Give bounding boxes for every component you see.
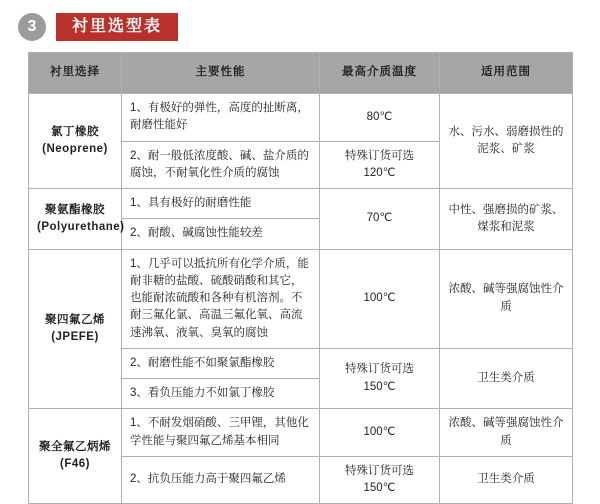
performance-cell: 1、不耐发烟硝酸、三甲锂，其他化学性能与聚四氟乙烯基本相同: [122, 409, 320, 457]
table-row: [29, 189, 573, 219]
max-temperature-cell: 100℃: [320, 249, 440, 348]
section-number-badge: 3: [18, 13, 46, 41]
table-body: [29, 94, 573, 504]
column-header-lining: 衬里选择: [29, 53, 122, 94]
performance-cell: 1、具有极好的耐磨性能: [122, 189, 320, 219]
max-temperature-cell: 100℃: [320, 409, 440, 457]
table-row: [29, 249, 573, 348]
application-scope-cell: 浓酸、碱等强腐蚀性介质: [440, 409, 573, 457]
max-temperature-cell: 特殊订货可选 150℃: [320, 456, 440, 504]
application-scope-cell: 卫生类介质: [440, 456, 573, 504]
column-header-scope: 适用范围: [440, 53, 573, 94]
performance-cell: 2、耐一般低浓度酸、碱、盐介质的腐蚀，不耐氧化性介质的腐蚀: [122, 141, 320, 189]
lining-name-cell: 氯丁橡胶 (Neoprene): [29, 94, 122, 189]
application-scope-cell: 卫生类介质: [440, 348, 573, 409]
max-temperature-cell: 80℃: [320, 94, 440, 142]
table-header-row: [29, 53, 573, 94]
lining-name-cell: 聚四氟乙烯 (JPEFE): [29, 249, 122, 409]
page-header: [0, 0, 600, 44]
performance-cell: 2、耐酸、碱腐蚀性能较差: [122, 219, 320, 249]
application-scope-cell: 中性、强磨损的矿浆、煤浆和泥浆: [440, 189, 573, 250]
application-scope-cell: 浓酸、碱等强腐蚀性介质: [440, 249, 573, 348]
lining-selection-table-wrap: [28, 52, 572, 504]
max-temperature-cell: 特殊订货可选 120℃: [320, 141, 440, 189]
page-title: 衬里选型表: [56, 13, 178, 42]
lining-selection-table: [28, 52, 573, 504]
column-header-performance: 主要性能: [122, 53, 320, 94]
table-row: [29, 94, 573, 142]
column-header-temperature: 最高介质温度: [320, 53, 440, 94]
performance-cell: 1、几乎可以抵抗所有化学介质，能耐非糖的盐酸、硫酸硝酸和其它，也能耐浓硫酸和各种有机溶剂。不耐三氟化氯、高温三氟化氧、高流速沸氧、液氧、臭氧的腐蚀: [122, 249, 320, 348]
max-temperature-cell: 70℃: [320, 189, 440, 250]
max-temperature-cell: 特殊订货可选 150℃: [320, 348, 440, 409]
table-row: [29, 409, 573, 457]
table-head: [29, 53, 573, 94]
performance-cell: 2、抗负压能力高于聚四氟乙烯: [122, 456, 320, 504]
performance-cell: 3、看负压能力不如氯丁橡胶: [122, 379, 320, 409]
application-scope-cell: 水、污水、弱磨损性的泥浆、矿浆: [440, 94, 573, 189]
performance-cell: 2、耐磨性能不如聚氯酯橡胶: [122, 348, 320, 378]
performance-cell: 1、有极好的弹性，高度的扯断离，耐磨性能好: [122, 94, 320, 142]
lining-name-cell: 聚氨酯橡胶 (Polyurethane): [29, 189, 122, 250]
lining-name-cell: 聚全氟乙炳烯 (F46): [29, 409, 122, 504]
